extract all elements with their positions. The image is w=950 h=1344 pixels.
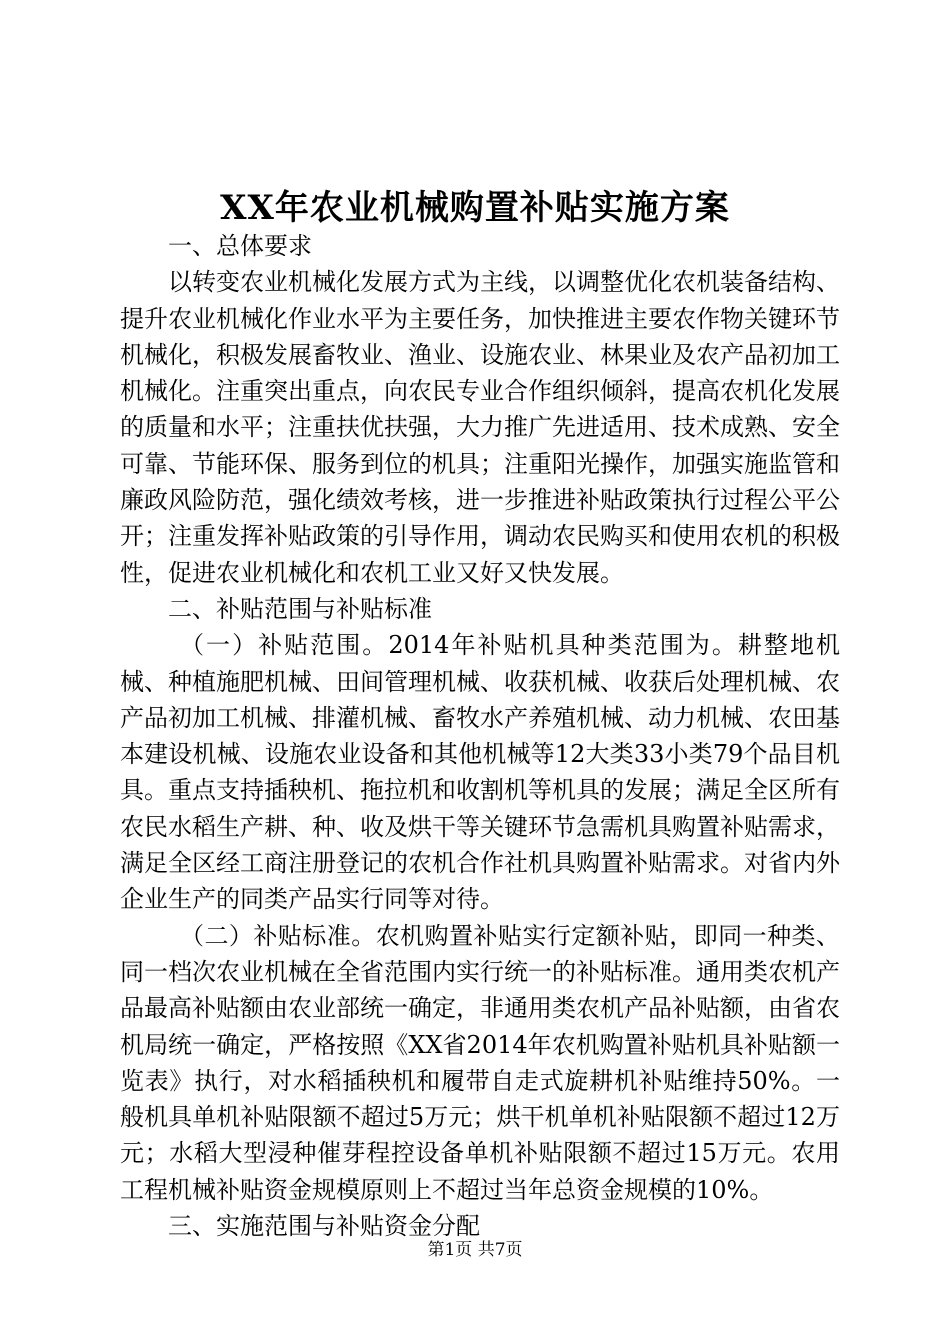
paragraph-subsidy-standard: （二）补贴标准。农机购置补贴实行定额补贴，即同一种类、同一档次农业机械在全省范围内实行统一的补贴标准。通用类农机产品最高补贴额由农业部统一确定，非通用类农机产品补贴额，由省农机局统一确定，严格按照《XX省2014年农机购置补贴机具补贴额一览表》执行，对水稻插秧机和履带自走式旋耕机补贴维持50%。一般机具单机补贴限额不超过5万元；烘干机单机补贴限额不超过12万元；水稻大型浸种催芽程控设备单机补贴限额不超过15万元。农用工程机械补贴资金规模原则上不超过当年总资金规模的10%。 <box>120 921 840 1204</box>
section-heading-3: 三、实施范围与补贴资金分配 <box>168 1212 480 1241</box>
section-heading-2: 二、补贴范围与补贴标准 <box>168 594 432 623</box>
document-body <box>120 228 840 1244</box>
page-footer: 第1页 共7页 <box>427 1240 523 1260</box>
section-heading-1: 一、总体要求 <box>168 232 312 260</box>
paragraph-general-requirements: 以转变农业机械化发展方式为主线，以调整优化农机装备结构、提升农业机械化作业水平为主要任务，加快推进主要农作物关键环节机械化，积极发展畜牧业、渔业、设施农业、林果业及农产品初加工机械化。注重突出重点，向农民专业合作组织倾斜，提高农机化发展的质量和水平；注重扶优扶强，大力推广先进适用、技术成熟、安全可靠、节能环保、服务到位的机具；注重阳光操作，加强实施监管和廉政风险防范，强化绩效考核，进一步推进补贴政策执行过程公平公开；注重发挥补贴政策的引导作用，调动农民购买和使用农机的积极性，促进农业机械化和农机工业又好又快发展。 <box>120 268 840 587</box>
document-title: XX年农业机械购置补贴实施方案 <box>220 188 730 228</box>
paragraph-subsidy-scope: （一）补贴范围。2014年补贴机具种类范围为。耕整地机械、种植施肥机械、田间管理机械、收获机械、收获后处理机械、农产品初加工机械、排灌机械、畜牧水产养殖机械、动力机械、农田基本建设机械、设施农业设备和其他机械等12大类33小类79个品目机具。重点支持插秧机、拖拉机和收割机等机具的发展；满足全区所有农民水稻生产耕、种、收及烘干等关键环节急需机具购置补贴需求，满足全区经工商注册登记的农机合作社机具购置补贴需求。对省内外企业生产的同类产品实行同等对待。 <box>120 631 840 914</box>
